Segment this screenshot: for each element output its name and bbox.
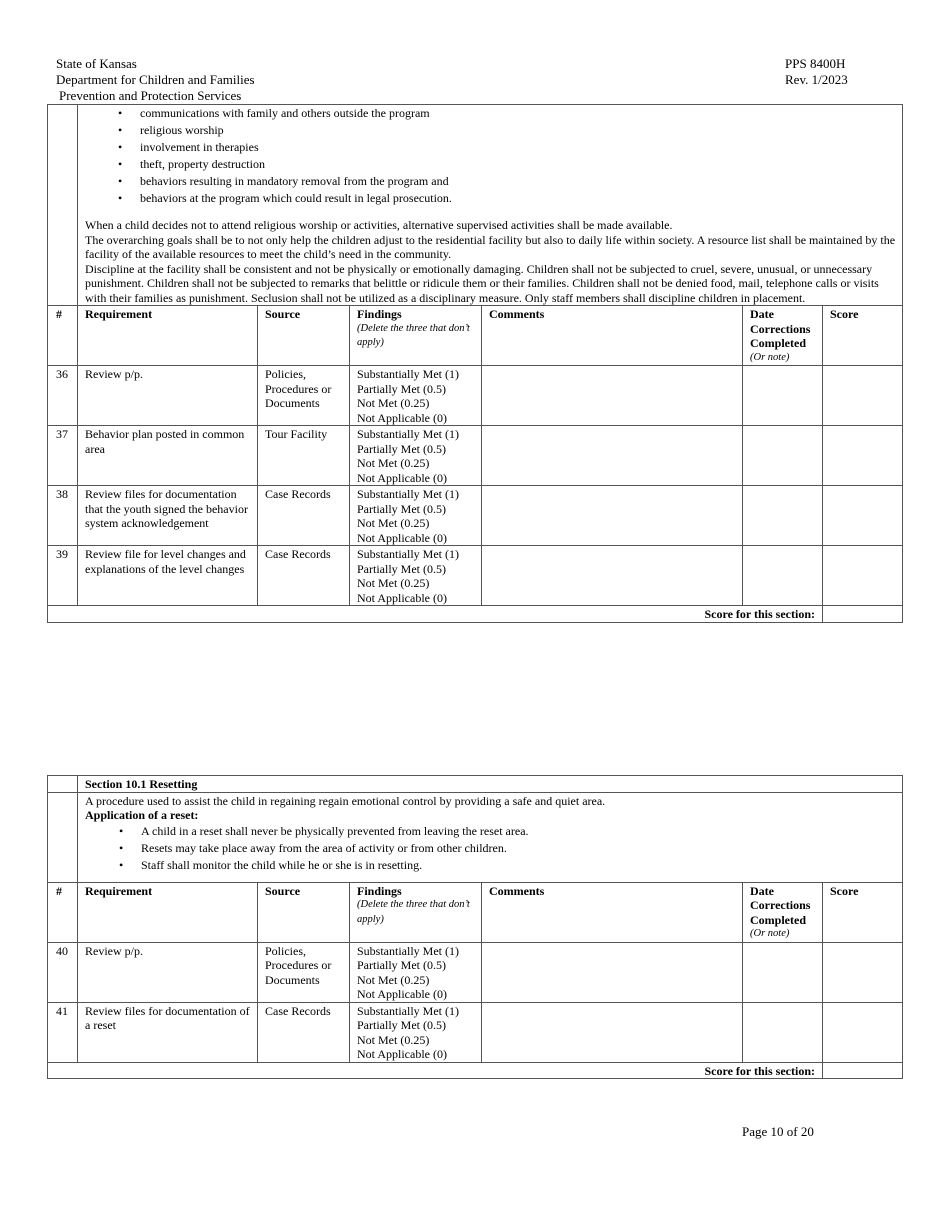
row-source: Case Records bbox=[258, 486, 350, 546]
row-number: 39 bbox=[48, 546, 78, 606]
row-score-cell[interactable] bbox=[823, 546, 903, 606]
row-date-cell[interactable] bbox=[743, 1002, 823, 1062]
state-name: State of Kansas bbox=[56, 56, 137, 71]
revision: Rev. 1/2023 bbox=[785, 72, 848, 87]
col-comments-header: Comments bbox=[482, 306, 743, 366]
date-label: Date Corrections Completed bbox=[750, 307, 811, 350]
row-requirement: Review files for documentation of a reset bbox=[78, 1002, 258, 1062]
row-source: Case Records bbox=[258, 1002, 350, 1062]
col-requirement-header: Requirement bbox=[78, 882, 258, 942]
paragraph: The overarching goals shall be to not only help the children adjust to the residential facility but also to daily life within society. A resource list shall be maintained by the facility of the available resources to meet the child’s need in the community. bbox=[85, 232, 896, 261]
findings-label: Findings bbox=[357, 307, 402, 321]
division-name: Prevention and Protection Services bbox=[59, 88, 242, 103]
row-number: 38 bbox=[48, 486, 78, 546]
list-item: • A child in a reset shall never be physically prevented from leaving the reset area. bbox=[141, 823, 895, 840]
row-score-cell[interactable] bbox=[823, 426, 903, 486]
list-item: • religious worship bbox=[140, 122, 895, 139]
col-comments-header: Comments bbox=[482, 882, 743, 942]
discipline-text bbox=[78, 105, 903, 306]
row-findings[interactable]: Substantially Met (1) Partially Met (0.5) Not Met (0.25) Not Applicable (0) bbox=[350, 1002, 482, 1062]
list-item: • Staff shall monitor the child while he or she is in resetting. bbox=[141, 857, 895, 874]
findings-note: (Delete the three that don’t apply) bbox=[357, 322, 470, 348]
row-number: 37 bbox=[48, 426, 78, 486]
list-item: • involvement in therapies bbox=[140, 139, 895, 156]
row-findings[interactable]: Substantially Met (1) Partially Met (0.5) Not Met (0.25) Not Applicable (0) bbox=[350, 486, 482, 546]
row-number: 36 bbox=[48, 366, 78, 426]
col-score-header: Score bbox=[823, 882, 903, 942]
list-item: • Resets may take place away from the area of activity or from other children. bbox=[141, 840, 895, 857]
row-findings[interactable]: Substantially Met (1) Partially Met (0.5) Not Met (0.25) Not Applicable (0) bbox=[350, 426, 482, 486]
row-source: Policies, Procedures or Documents bbox=[258, 942, 350, 1002]
table-row bbox=[48, 426, 903, 486]
resetting-table bbox=[47, 775, 903, 1079]
col-num-header: # bbox=[48, 306, 78, 366]
col-score-header: Score bbox=[823, 306, 903, 366]
col-requirement-header: Requirement bbox=[78, 306, 258, 366]
row-score-cell[interactable] bbox=[823, 1002, 903, 1062]
row-date-cell[interactable] bbox=[743, 366, 823, 426]
header-left bbox=[56, 56, 255, 104]
department-name: Department for Children and Families bbox=[56, 72, 255, 87]
table-row bbox=[48, 1002, 903, 1062]
row-date-cell[interactable] bbox=[743, 426, 823, 486]
row-requirement: Behavior plan posted in common area bbox=[78, 426, 258, 486]
row-score-cell[interactable] bbox=[823, 486, 903, 546]
row-requirement: Review p/p. bbox=[78, 942, 258, 1002]
discipline-bullet-list bbox=[85, 105, 895, 207]
row-findings[interactable]: Substantially Met (1) Partially Met (0.5) Not Met (0.25) Not Applicable (0) bbox=[350, 366, 482, 426]
row-date-cell[interactable] bbox=[743, 942, 823, 1002]
row-comments-cell[interactable] bbox=[482, 486, 743, 546]
row-findings[interactable]: Substantially Met (1) Partially Met (0.5) Not Met (0.25) Not Applicable (0) bbox=[350, 942, 482, 1002]
table-row bbox=[48, 486, 903, 546]
section-title-row bbox=[48, 776, 903, 793]
findings-note: (Delete the three that don’t apply) bbox=[357, 899, 470, 925]
col-source-header: Source bbox=[258, 882, 350, 942]
table-header-row bbox=[48, 306, 903, 366]
section-score-cell[interactable] bbox=[823, 606, 903, 623]
reset-bullet-list bbox=[85, 823, 895, 874]
section-score-row bbox=[48, 1062, 903, 1079]
row-source: Policies, Procedures or Documents bbox=[258, 366, 350, 426]
col-findings-header bbox=[350, 882, 482, 942]
row-findings[interactable]: Substantially Met (1) Partially Met (0.5) Not Met (0.25) Not Applicable (0) bbox=[350, 546, 482, 606]
list-item: • behaviors resulting in mandatory removal from the program and bbox=[140, 173, 895, 190]
section-title: Section 10.1 Resetting bbox=[78, 776, 903, 793]
paragraph: A procedure used to assist the child in regaining regain emotional control by providing a safe and quiet area. bbox=[85, 793, 606, 808]
row-requirement: Review files for documentation that the youth signed the behavior system acknowledgement bbox=[78, 486, 258, 546]
col-source-header: Source bbox=[258, 306, 350, 366]
findings-label: Findings bbox=[357, 883, 402, 898]
row-date-cell[interactable] bbox=[743, 546, 823, 606]
col-num-header: # bbox=[48, 882, 78, 942]
row-comments-cell[interactable] bbox=[482, 942, 743, 1002]
date-note: (Or note) bbox=[750, 351, 790, 363]
row-source: Tour Facility bbox=[258, 426, 350, 486]
table-row bbox=[48, 366, 903, 426]
date-note: (Or note) bbox=[750, 928, 790, 939]
form-id: PPS 8400H bbox=[785, 56, 846, 71]
row-requirement: Review file for level changes and explanations of the level changes bbox=[78, 546, 258, 606]
list-item: • communications with family and others outside the program bbox=[140, 105, 895, 122]
header-right bbox=[785, 56, 848, 88]
row-comments-cell[interactable] bbox=[482, 426, 743, 486]
resetting-text bbox=[78, 792, 903, 882]
paragraph: When a child decides not to attend religious worship or activities, alternative supervised activities shall be made available. bbox=[85, 218, 673, 232]
table-row bbox=[48, 546, 903, 606]
section-score-row bbox=[48, 606, 903, 623]
row-number: 40 bbox=[48, 942, 78, 1002]
row-source: Case Records bbox=[258, 546, 350, 606]
date-label: Date Corrections Completed bbox=[750, 883, 811, 927]
application-heading: Application of a reset: bbox=[85, 808, 199, 822]
list-item: • theft, property destruction bbox=[140, 156, 895, 173]
section-score-cell[interactable] bbox=[823, 1062, 903, 1079]
discipline-text-row bbox=[48, 105, 903, 306]
row-comments-cell[interactable] bbox=[482, 546, 743, 606]
col-findings-header bbox=[350, 306, 482, 366]
section-score-label: Score for this section: bbox=[48, 1062, 823, 1079]
resetting-text-row bbox=[48, 792, 903, 882]
row-comments-cell[interactable] bbox=[482, 366, 743, 426]
table-header-row bbox=[48, 882, 903, 942]
row-number: 41 bbox=[48, 1002, 78, 1062]
discipline-table bbox=[47, 104, 903, 623]
row-comments-cell[interactable] bbox=[482, 1002, 743, 1062]
page-number: Page 10 of 20 bbox=[742, 1124, 814, 1139]
row-requirement: Review p/p. bbox=[78, 366, 258, 426]
section-score-label: Score for this section: bbox=[48, 606, 823, 623]
table-row bbox=[48, 942, 903, 1002]
col-date-header bbox=[743, 882, 823, 942]
row-date-cell[interactable] bbox=[743, 486, 823, 546]
col-date-header bbox=[743, 306, 823, 366]
list-item: • behaviors at the program which could result in legal prosecution. bbox=[140, 190, 895, 207]
row-score-cell[interactable] bbox=[823, 366, 903, 426]
row-score-cell[interactable] bbox=[823, 942, 903, 1002]
paragraph: Discipline at the facility shall be consistent and not be physically or emotionally damaging. Children shall not be subjected to cruel, severe, unusual, or unnecessary punishment. Children shall not be subjected to remarks that belittle or ridicule them or their families. Children shall not be denied food, mail, telephone calls or visits with their families as punishment. Seclusion shall not be utilized as a disciplinary measure. Only staff members shall discipline children in placement. bbox=[85, 261, 879, 305]
